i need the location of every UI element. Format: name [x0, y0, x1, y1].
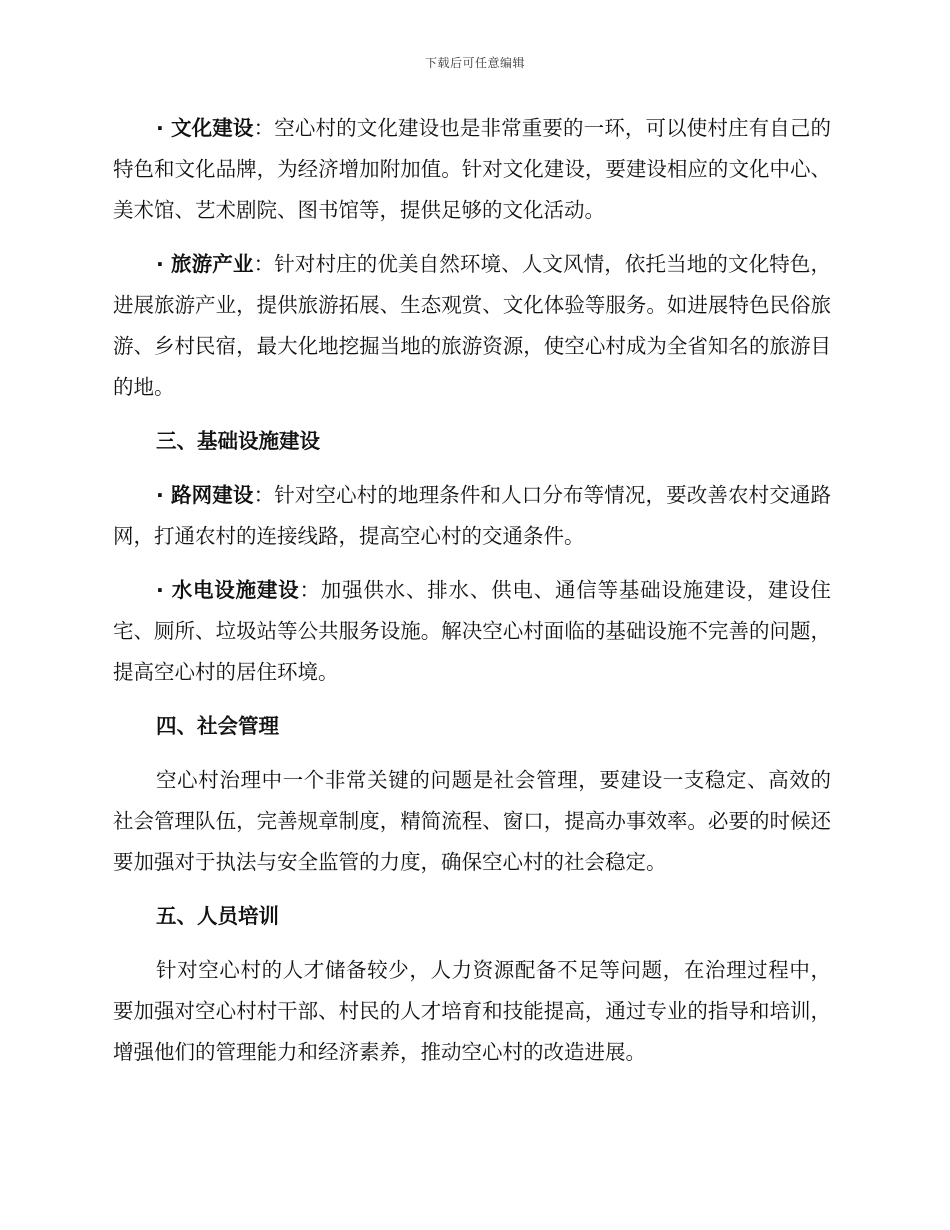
paragraph-culture [113, 108, 831, 231]
paragraph-management: 空心村治理中一个非常关键的问题是社会管理，要建设一支稳定、高效的社会管理队伍，完善规章制度，精简流程、窗口，提高办事效率。必要的时候还要加强对于执法与安全监管的力度，确保空心村的社会稳定。 [113, 768, 831, 874]
paragraph-tourism [113, 244, 831, 408]
paragraph-utilities-text: ：加强供水、排水、供电、通信等基础设施建设，建设住宅、厕所、垃圾站等公共服务设施。解决空心村面临的基础设施不完善的问题，提高空心村的居住环境。 [113, 578, 831, 684]
header-note: 下载后可任意编辑 [424, 56, 525, 70]
paragraph-training: 针对空心村的人才储备较少，人力资源配备不足等问题，在治理过程中，要加强对空心村村干部、村民的人才培育和技能提高，通过专业的指导和培训，增强他们的管理能力和经济素养，推动空心村的改造进展。 [113, 958, 831, 1064]
bullet-label-roads: · 路网建设 [156, 483, 254, 507]
paragraph-roads-text: ：针对空心村的地理条件和人口分布等情况，要改善农村交通路网，打通农村的连接线路，提高空心村的交通条件。 [113, 483, 831, 548]
bullet-label-utilities: · 水电设施建设 [156, 578, 300, 602]
paragraph-utilities [113, 570, 831, 693]
bullet-label-tourism: · 旅游产业 [156, 252, 254, 276]
paragraph-tourism-text: ：针对村庄的优美自然环境、人文风情，依托当地的文化特色，进展旅游产业，提供旅游拓展、生态观赏、文化体验等服务。如进展特色民俗旅游、乡村民宿，最大化地挖掘当地的旅游资源，使空心村成为全省知名的旅游目的地。 [113, 252, 831, 399]
section-heading-infrastructure: 三、基础设施建设 [156, 429, 320, 453]
section-heading-management: 四、社会管理 [156, 714, 279, 738]
paragraph-roads [113, 475, 831, 557]
document-body [113, 108, 831, 1086]
section-heading-training: 五、人员培训 [156, 904, 279, 928]
paragraph-culture-text: ：空心村的文化建设也是非常重要的一环，可以使村庄有自己的特色和文化品牌，为经济增加附加值。针对文化建设，要建设相应的文化中心、美术馆、艺术剧院、图书馆等，提供足够的文化活动。 [113, 116, 831, 222]
bullet-label-culture: · 文化建设 [156, 116, 254, 140]
